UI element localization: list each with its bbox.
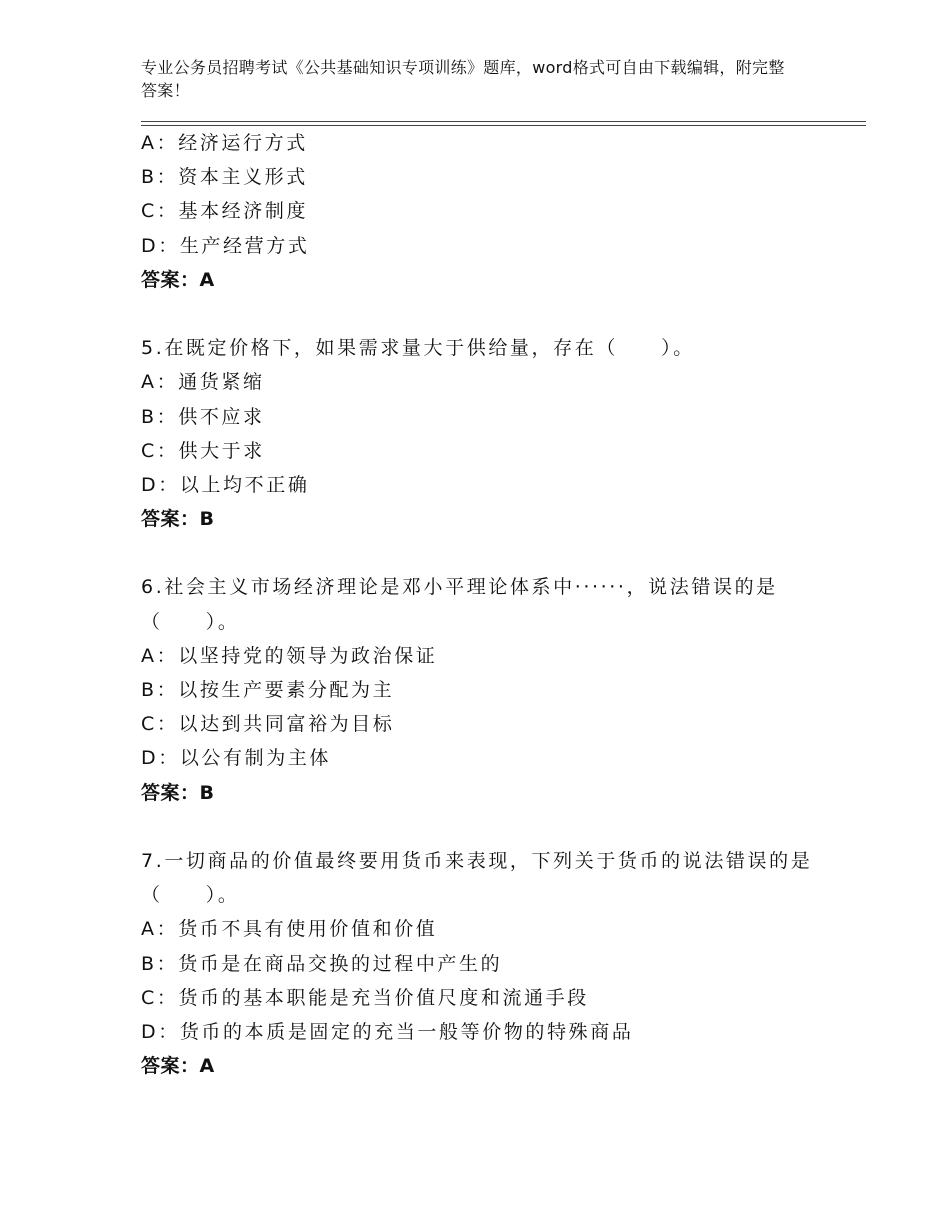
page-header: 专业公务员招聘考试《公共基础知识专项训练》题库，word格式可自由下载编辑，附完整答案！ [141, 58, 785, 100]
option-c: C：基本经济制度 [141, 200, 309, 223]
question-fragment [141, 126, 841, 297]
question-6 [141, 570, 841, 809]
option-d: D：以上均不正确 [141, 473, 310, 496]
option-b: B：货币是在商品交换的过程中产生的 [141, 952, 503, 975]
question-stem: 7.一切商品的价值最终要用货币来表现，下列关于货币的说法错误的是（ ）。 [141, 849, 813, 907]
option-a: A：通货紧缩 [141, 371, 265, 394]
question-stem: 5.在既定价格下，如果需求量大于供给量，存在（ ）。 [141, 337, 695, 360]
question-5 [141, 331, 841, 536]
option-a: A：货币不具有使用价值和价值 [141, 918, 438, 941]
option-a: A：经济运行方式 [141, 132, 308, 154]
option-c: C：供大于求 [141, 439, 265, 462]
question-stem: 6.社会主义市场经济理论是邓小平理论体系中······，说法错误的是（ ）。 [141, 576, 778, 633]
option-b: B：资本主义形式 [141, 166, 308, 189]
question-content [141, 126, 841, 1083]
option-a: A：以坚持党的领导为政治保证 [141, 644, 438, 667]
option-d: D：生产经营方式 [141, 234, 310, 257]
header-divider-top [141, 121, 866, 122]
option-c: C：货币的基本职能是充当价值尺度和流通手段 [141, 986, 589, 1009]
option-b: B：以按生产要素分配为主 [141, 679, 395, 702]
question-7 [141, 844, 841, 1083]
option-d: D：货币的本质是固定的充当一般等价物的特殊商品 [141, 1020, 634, 1043]
option-b: B：供不应求 [141, 405, 265, 428]
option-d: D：以公有制为主体 [141, 747, 332, 770]
answer: 答案：B [141, 508, 215, 531]
answer: 答案：A [141, 1055, 215, 1078]
answer: 答案：B [141, 781, 215, 804]
answer: 答案：A [141, 268, 215, 291]
option-c: C：以达到共同富裕为目标 [141, 713, 395, 736]
